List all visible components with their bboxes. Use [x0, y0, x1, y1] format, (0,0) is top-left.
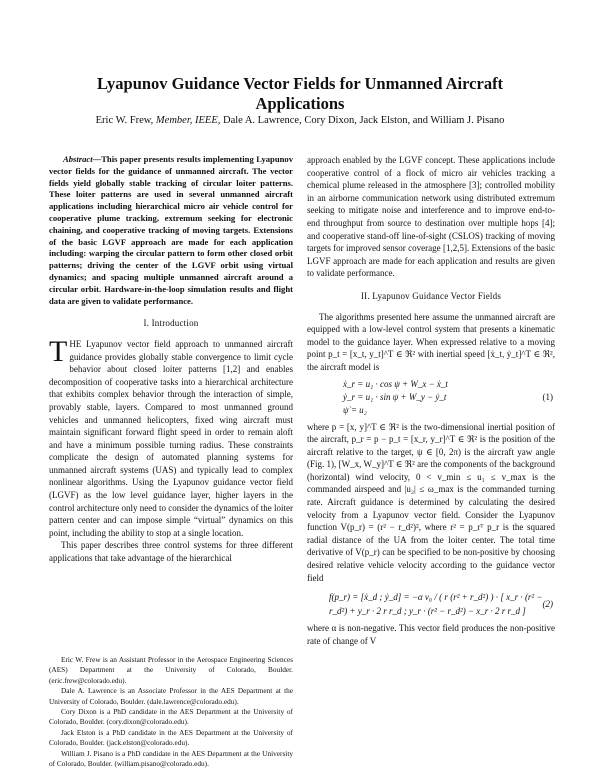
intro-paragraph-1	[49, 334, 293, 540]
footnote: Jack Elston is a PhD candidate in the AES Department at the University of Colorado, Boulder. (jack.elston@colorado.edu).	[49, 727, 293, 748]
abstract-body: —This paper presents results implementing Lyapunov vector fields for the guidance of unmanned aircraft. The vector fields yield globally stable tracking of circular loiter patterns. These loiter patterns are used in several unmanned aircraft applications including hierarchical micro air vehicle control for cooperative plume tracking, extremum seeking for electronic chaining, and cooperative tracking of moving targets. Extensions of the basic LGVF approach are made for each application including: warping the circular pattern to form other closed orbit patterns; driving the center of the LGVF orbit using virtual dynamics; and spacing multiple unmanned aircraft around a circular orbit. Hardware-in-the-loop simulation results and flight data are given to validate performance.	[49, 154, 293, 306]
abstract-label: Abstract	[63, 154, 93, 164]
definitions-paragraph: where p = [x, y]^T ∈ ℜ² is the two-dimensional inertial position of the aircraft, p_r = p − p_t = [x_r, y_r]^T ∈ ℜ² is the position of the aircraft relative to the target, ψ ∈ [0, 2π) is the aircraft yaw angle (Fig. 1), [W_x, W_y]^T ∈ ℜ² are the components of the background (horizontal) wind velocity, 0 < v_min ≤ u₁ ≤ v_max is the commanded airspeed and |u₂| ≤ ω_max is the commanded turning rate. Aircraft guidance is determined by calculating the desired velocity from a Lyapunov vector field. Consider the Lyapunov function V(p_r) = (r² − r_d²)², where r² = p_rᵀ p_r is the squared radial distance of the UA from the loiter center. The total time derivative of V(p_r) can be specified to be non-positive by choosing desired relative vehicle velocity according to the guidance vector field	[307, 421, 555, 583]
left-column	[49, 154, 293, 565]
intro-paragraph-2: This paper describes three control systems for three different applications that take advantage of the hierarchical	[49, 540, 293, 564]
footnotes	[49, 655, 293, 769]
drop-cap: T	[49, 334, 68, 368]
intro-paragraph-1-text: HE Lyapunov vector field approach to unmanned aircraft guidance provides globally stable convergence to limit cycle behavior about closed loiter patterns [1,2] and enables decomposition of cooperative tasks into a hierarchical architecture that exhibits complex behavior through the interaction of simple, provably stable, layers. Compared to most unmanned ground vehicles and unmanned helicopters, fixed wing aircraft must maintain significant forward flight speed in order to remain aloft and have a minimum possible turning radius. These constraints complicate the design of automated planning systems for unmanned aircraft systems (UAS) and typically lead to complex nonlinear algorithms. Using the Lyapunov guidance vector field (LGVF) as the low level guidance layer, higher layers in the control architecture only need to consider the dynamics of the loiter pattern center and can impose simple “virtual” dynamics on this point, including the ability to stop at a single location.	[49, 338, 293, 538]
footnote: Dale A. Lawrence is an Associate Professor in the AES Department at the University of Colorado, Boulder. (dale.lawrence@colorado.edu).	[49, 686, 293, 706]
equation-number: (1)	[542, 391, 553, 402]
applications-paragraph: approach enabled by the LGVF concept. These applications include cooperative control of a flock of micro air vehicles tracking a chemical plume released in the atmosphere [3]; controlled mobility in an airborne communication network using distributed extremum seeking to mitigate noise and interference and to improve end-to-end throughput from source to destination over multiple hops [4]; and cooperative stand-off line-of-sight (CSLOS) tracking of moving targets for improved sensor coverage [1,2,5]. Extensions of the basic LGVF approach are made for each application and results are given to validate performance.	[307, 155, 555, 279]
equation-1-body	[307, 378, 448, 417]
footnote: Eric W. Frew is an Assistant Professor in the Aerospace Engineering Sciences (AES) Department at the University of Colorado, Boulder. (eric.frew@colorado.edu).	[49, 655, 293, 685]
author-rest: , Dale A. Lawrence, Cory Dixon, Jack Elston, and William J. Pisano	[217, 115, 505, 126]
closing-paragraph: where α is non-negative. This vector field produces the non-positive rate of change of V	[307, 623, 555, 646]
model-paragraph: The algorithms presented here assume the unmanned aircraft are equipped with a low-level control system that presents a kinematic model to the guidance layer. When expressed relative to a moving point p_t = [x_t, y_t]^T ∈ ℜ² with inertial speed [ẋ_t, ẏ_t]^T ∈ ℜ², the aircraft model is	[307, 311, 555, 372]
author-line	[40, 115, 560, 126]
equation-2-body: f(p_r) = [ẋ_d ; ẏ_d] = −α v₀ / ( r (r² + r_d²) ) · [ x_r · (r² − r_d²) + y_r · 2 r r_d ; y_r · (r² − r_d²) − x_r · 2 r r_d ]	[329, 592, 543, 617]
footnote: Cory Dixon is a PhD candidate in the AES Department at the University of Colorado, Boulder. (cory.dixon@colorado.edu).	[49, 707, 293, 727]
equation-line: ẋ_r = u₁ · cos ψ + W_x − ẋ_t	[343, 378, 448, 389]
author-first: Eric W. Frew,	[95, 115, 156, 126]
equation-1	[307, 378, 555, 417]
equation-number: (2)	[542, 598, 553, 609]
right-column	[307, 154, 555, 647]
equation-line: ẏ_r = u₁ · sin ψ + W_y − ẏ_t	[343, 391, 447, 402]
paper-title: Lyapunov Guidance Vector Fields for Unmanned Aircraft Applications	[96, 74, 504, 113]
section-heading-lgvf: II. Lyapunov Guidance Vector Fields	[360, 290, 502, 301]
section-heading-introduction: I. Introduction	[143, 318, 199, 329]
abstract	[49, 154, 293, 307]
author-membership: Member, IEEE	[155, 115, 218, 126]
equation-line: ψ̇ = u₂	[343, 404, 367, 415]
footnote: William J. Pisano is a PhD candidate in the AES Department at the University of Colorado, Boulder. (william.pisano@colorado.edu).	[49, 748, 293, 769]
equation-2	[307, 590, 555, 618]
